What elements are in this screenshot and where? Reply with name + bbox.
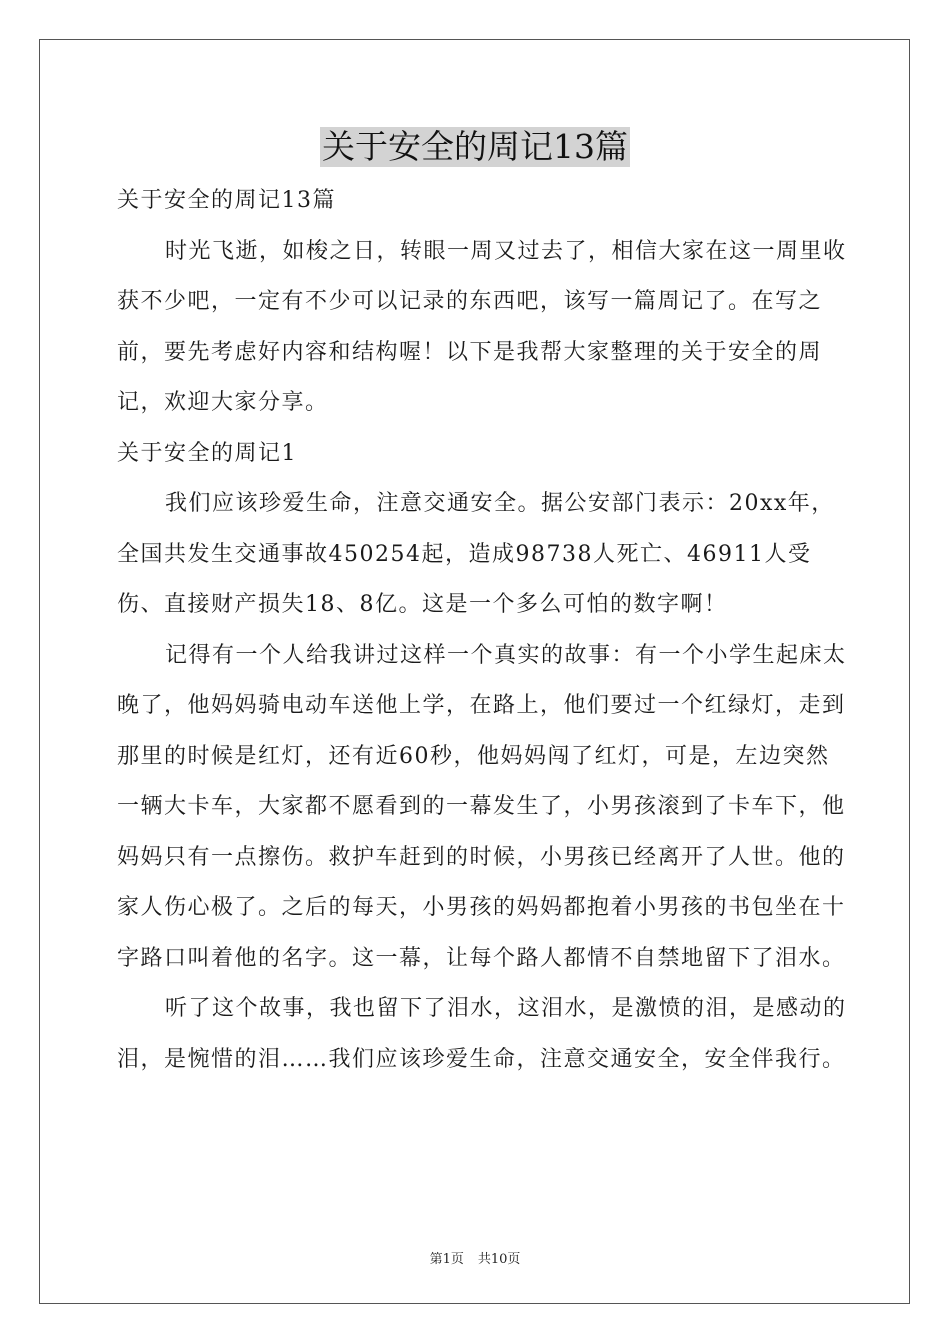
page-total: 共10页 — [477, 1252, 521, 1267]
document-title: 关于安全的周记13篇 — [322, 127, 628, 166]
paragraph-statistics: 我们应该珍爱生命，注意交通安全。据公安部门表示：20xx年，全国共发生交通事故450254起，造成98738人死亡、46911人受伤、直接财产损失18、8亿。这是一个多么可怕的数字啊！ — [117, 491, 835, 617]
paragraph-intro: 时光飞逝，如梭之日，转眼一周又过去了，相信大家在这一周里收获不少吧，一定有不少可以记录的东西吧，该写一篇周记了。在写之前，要先考虑好内容和结构喔！以下是我帮大家整理的关于安全的周记，欢迎大家分享。 — [117, 238, 847, 415]
paragraph-conclusion: 听了这个故事，我也留下了泪水，这泪水，是激愤的泪，是感动的泪，是惋惜的泪……我们应该珍爱生命，注意交通安全，安全伴我行。 — [117, 996, 847, 1072]
paragraph-story: 记得有一个人给我讲过这样一个真实的故事：有一个小学生起床太晚了，他妈妈骑电动车送他上学，在路上，他们要过一个红绿灯，走到那里的时候是红灯，还有近60秒，他妈妈闯了红灯，可是，左边突然一辆大卡车，大家都不愿看到的一幕发生了，小男孩滚到了卡车下，他妈妈只有一点擦伤。救护车赶到的时候，小男孩已经离开了人世。他的家人伤心极了。之后的每天，小男孩的妈妈都抱着小男孩的书包坐在十字路口叫着他的名字。这一幕，让每个路人都情不自禁地留下了泪水。 — [117, 642, 847, 971]
page-number: 第1页 — [429, 1252, 464, 1267]
title-wrap — [0, 127, 950, 167]
paragraph-section-heading: 关于安全的周记1 — [117, 440, 297, 466]
paragraph-heading: 关于安全的周记13篇 — [117, 188, 336, 213]
page-footer — [0, 1248, 950, 1267]
document-body — [117, 176, 847, 1085]
